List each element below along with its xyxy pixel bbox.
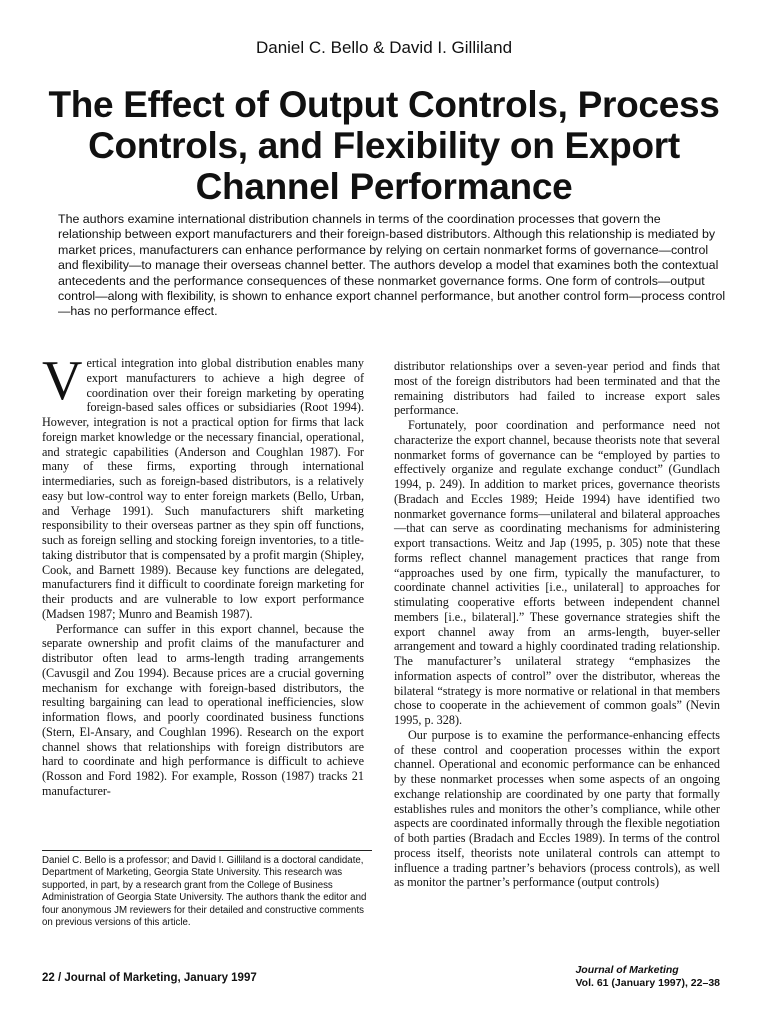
article-title: The Effect of Output Controls, Process Controls, and Flexibility on Export Channel Performance: [48, 84, 720, 207]
drop-cap: V: [42, 350, 83, 412]
journal-citation: [575, 964, 720, 990]
body-paragraph: Fortunately, poor coordination and performance need not characterize the export channel, because theorists note that several nonmarket forms of governance can be “employed by parties to effectively organize and regulate exchange conduct” (Gundlach 1994, p. 249). In addition to market prices, governance theorists (Bradach and Eccles 1989; Heide 1994) have identified two nonmarket governance forms—unilateral and bilateral approaches—that can serve as coordinating mechanisms for administering export transactions. Weitz and Jap (1995, p. 305) note that these forms reflect channel management practices that range from “approaches used by one firm, typically the manufacturer, to coordinate channel activities [i.e., unilateral] to approaches for stimulating cooperative efforts between independent channel members [i.e., bilateral].” These governance strategies shift the export channel away from an arms-length, buyer-seller arrangement and toward a highly coordinated trading relationship. The manufacturer’s unilateral strategy “emphasizes the information aspects of control” over the distributor, whereas the bilateral “strategy is more normative or relational in that members chose to cooperate in the achievement of common goals” (Nevin 1995, p. 328).: [394, 418, 720, 727]
body-paragraph: Our purpose is to examine the performance-enhancing effects of these control and cooperation processes within the export channel. Operational and economic performance can be enhanced by these nonmarket processes when some aspects of an ongoing exchange relationship are coordinated by one party that formally establishes rules and monitors the other’s compliance, while other aspects are coordinated informally through the flexible negotiation of both parties (Bradach and Eccles 1989). In terms of the control process itself, theorists note unilateral controls can attempt to influence a trading partner’s behaviors (process controls), as well as monitor the partner’s performance (output controls): [394, 727, 720, 890]
abstract: The authors examine international distribution channels in terms of the coordination processes that govern the relationship between export manufacturers and their foreign-based distributors. Although this relationship is mediated by market prices, manufacturers can enhance performance by relying on certain nonmarket forms of governance—control and flexibility—to manage their overseas channel better. The authors develop a model that examines both the contextual antecedents and the performance consequences of these nonmarket governance forms. One form of controls—output control—along with flexibility, is shown to enhance export channel performance, but another control form—process control—has no performance effect.: [58, 212, 726, 319]
body-column-right: [394, 359, 720, 890]
paragraph-text: ertical integration into global distribution enables many export manufacturers to achieve a high degree of coordination over their foreign marketing by operating foreign-based sales offices or subsidiaries (Root 1994). However, integration is not a practical option for firms that lack foreign market knowledge or the necessary financial, operational, and strategic capabilities (Anderson and Coughlan 1987). For many of these firms, exporting through international intermediaries, such as foreign-based distributors, is a relatively easy but low-control way to enter foreign markets (Bello, Urban, and Verhage 1991). Such manufacturers shift marketing responsibility to their overseas partner as they spin off functions, such as foreign selling and stocking foreign inventories, to a title-taking distributor that is compensated by a profit margin (Shipley, Cook, and Barnett 1989). Because key functions are delegated, manufacturers find it difficult to coordinate foreign marketing for their products and are vulnerable to low export performance (Madsen 1987; Munro and Beamish 1987).: [42, 356, 364, 621]
footnote-divider: [42, 850, 372, 851]
body-paragraph: Performance can suffer in this export channel, because the separate ownership and profit claims of the manufacturer and distributor often lead to arms-length trading arrangements (Cavusgil and Zou 1994). Because prices are a crucial governing mechanism for exchange with foreign-based distributors, the resulting bargaining can lead to operational inefficiencies, slow information flows, and poorly coordinated business functions (Stern, El-Ansary, and Coughlan 1996). Research on the export channel shows that relationships with foreign distributors are hard to coordinate and high performance is difficult to achieve (Rosson and Ford 1982). For example, Rosson (1987) tracks 21 manufacturer-: [42, 621, 364, 798]
body-paragraph: distributor relationships over a seven-year period and finds that most of the foreign distributors had been terminated and that the remaining distributors had failed to increase export sales performance.: [394, 359, 720, 418]
page-folio: 22 / Journal of Marketing, January 1997: [42, 972, 257, 984]
author-footnote: Daniel C. Bello is a professor; and David I. Gilliland is a doctoral candidate, Department of Marketing, Georgia State University. This research was supported, in part, by a research grant from the College of Business Administration of Georgia State University. The authors thank the editor and four anonymous JM reviewers for their detailed and constructive comments on previous versions of this article.: [42, 855, 367, 929]
body-paragraph: [42, 350, 364, 622]
author-line: Daniel C. Bello & David I. Gilliland: [255, 38, 513, 57]
journal-volume: Vol. 61 (January 1997), 22–38: [575, 977, 720, 989]
journal-name: Journal of Marketing: [575, 964, 679, 976]
body-column-left: [42, 350, 364, 799]
